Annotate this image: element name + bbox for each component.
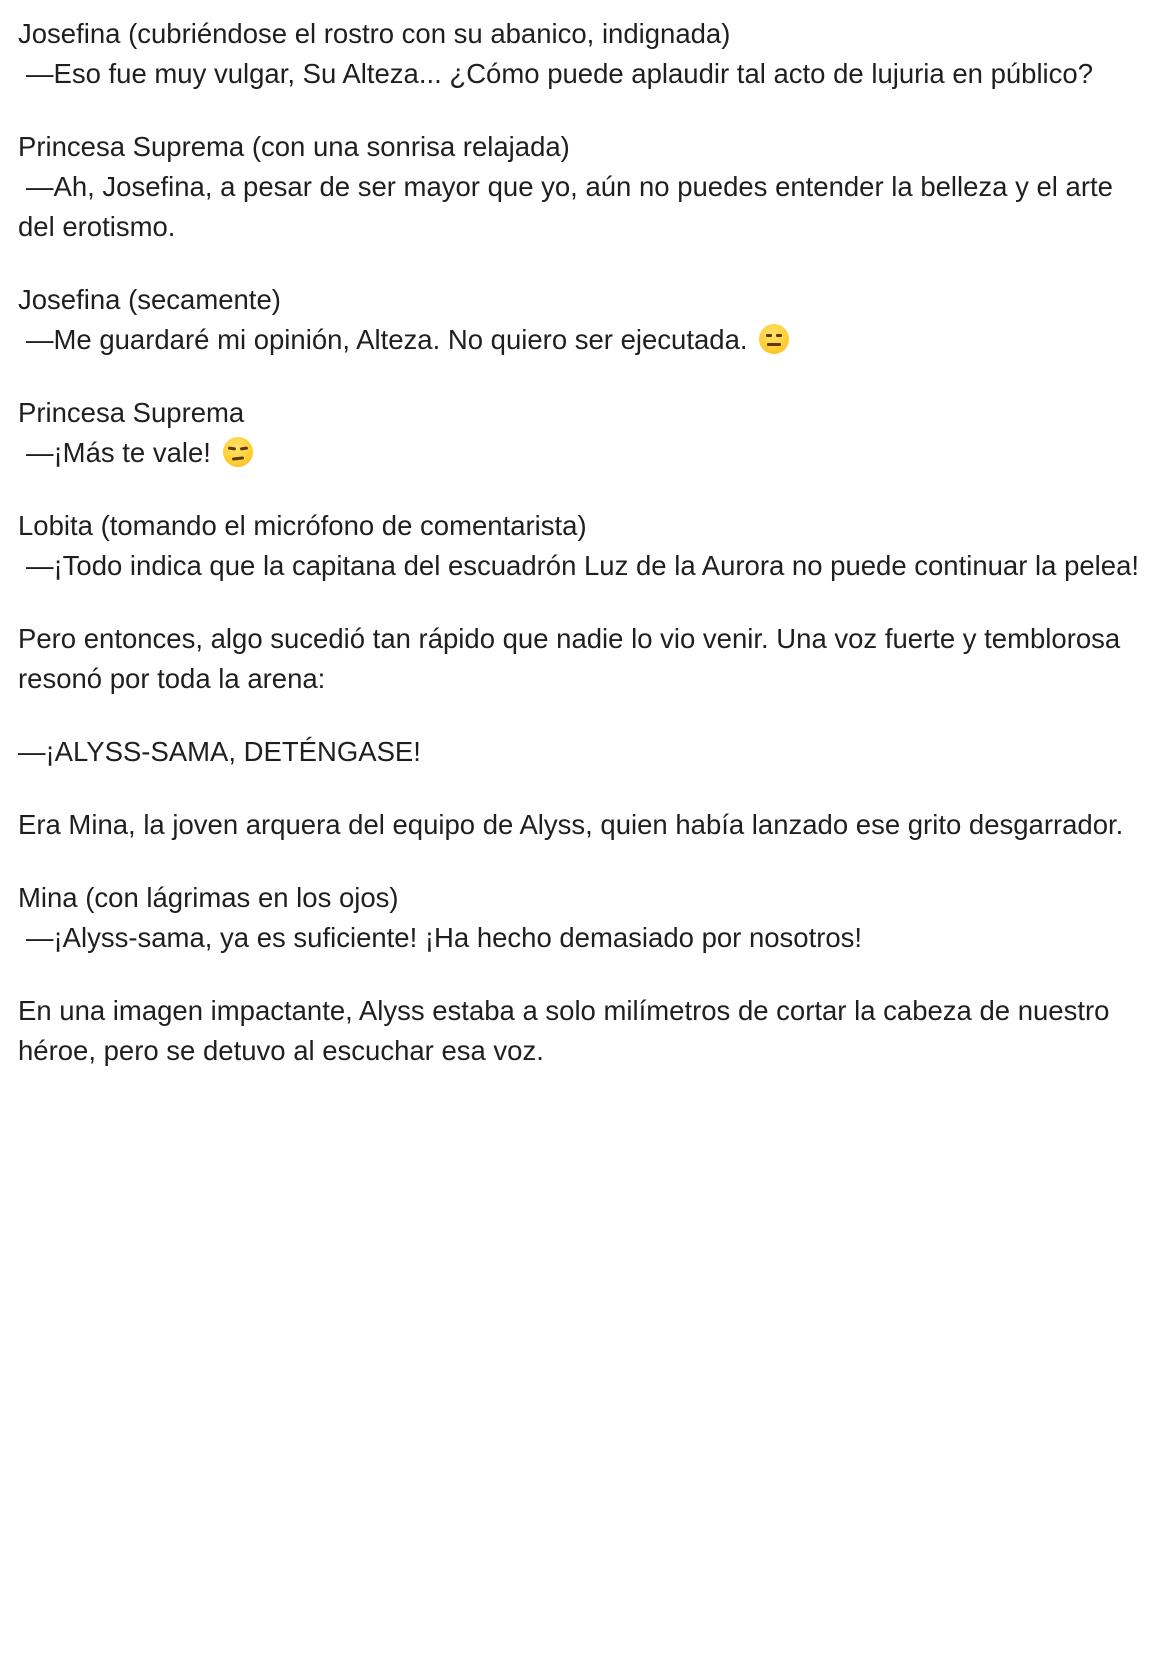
speech-text: —¡Más te vale! bbox=[26, 437, 211, 468]
unamused-face-emoji-icon bbox=[223, 437, 253, 467]
narration-paragraph bbox=[18, 732, 1148, 772]
narration-text: Pero entonces, algo sucedió tan rápido que nadie lo vio venir. Una voz fuerte y temblorosa resonó por toda la arena: bbox=[18, 623, 1121, 694]
speech-line bbox=[18, 918, 1148, 958]
dialogue-block bbox=[18, 127, 1148, 247]
speaker-line: Princesa Suprema (con una sonrisa relajada) bbox=[18, 131, 570, 162]
dialogue-block bbox=[18, 14, 1148, 94]
speech-line bbox=[18, 167, 1148, 247]
speech-text: —¡Todo indica que la capitana del escuadrón Luz de la Aurora no puede continuar la pelea! bbox=[26, 550, 1139, 581]
speech-line bbox=[18, 320, 1148, 360]
dialogue-block bbox=[18, 393, 1148, 473]
speech-text: —Eso fue muy vulgar, Su Alteza... ¿Cómo puede aplaudir tal acto de lujuria en público? bbox=[26, 58, 1094, 89]
speaker-line: Josefina (cubriéndose el rostro con su abanico, indignada) bbox=[18, 18, 731, 49]
speaker-line: Mina (con lágrimas en los ojos) bbox=[18, 882, 399, 913]
speech-line bbox=[18, 433, 1148, 473]
neutral-face-emoji-icon bbox=[759, 324, 789, 354]
narration-paragraph bbox=[18, 991, 1148, 1071]
dialogue-block bbox=[18, 506, 1148, 586]
document-page bbox=[18, 14, 1148, 1104]
dialogue-block bbox=[18, 878, 1148, 958]
narration-paragraph bbox=[18, 619, 1148, 699]
speaker-line: Lobita (tomando el micrófono de comentarista) bbox=[18, 510, 587, 541]
speaker-line: Princesa Suprema bbox=[18, 397, 245, 428]
speech-text: —Me guardaré mi opinión, Alteza. No quiero ser ejecutada. bbox=[26, 324, 748, 355]
narration-text: Era Mina, la joven arquera del equipo de Alyss, quien había lanzado ese grito desgarrador. bbox=[18, 809, 1124, 840]
narration-text: —¡ALYSS-SAMA, DETÉNGASE! bbox=[18, 736, 421, 767]
narration-text: En una imagen impactante, Alyss estaba a solo milímetros de cortar la cabeza de nuestro héroe, pero se detuvo al escuchar esa voz. bbox=[18, 995, 1110, 1066]
speech-text: —Ah, Josefina, a pesar de ser mayor que yo, aún no puedes entender la belleza y el arte del erotismo. bbox=[18, 171, 1113, 242]
narration-paragraph bbox=[18, 805, 1148, 845]
speaker-line: Josefina (secamente) bbox=[18, 284, 281, 315]
speech-text: —¡Alyss-sama, ya es suficiente! ¡Ha hecho demasiado por nosotros! bbox=[26, 922, 863, 953]
speech-line bbox=[18, 546, 1148, 586]
speech-line bbox=[18, 54, 1148, 94]
dialogue-block bbox=[18, 280, 1148, 360]
